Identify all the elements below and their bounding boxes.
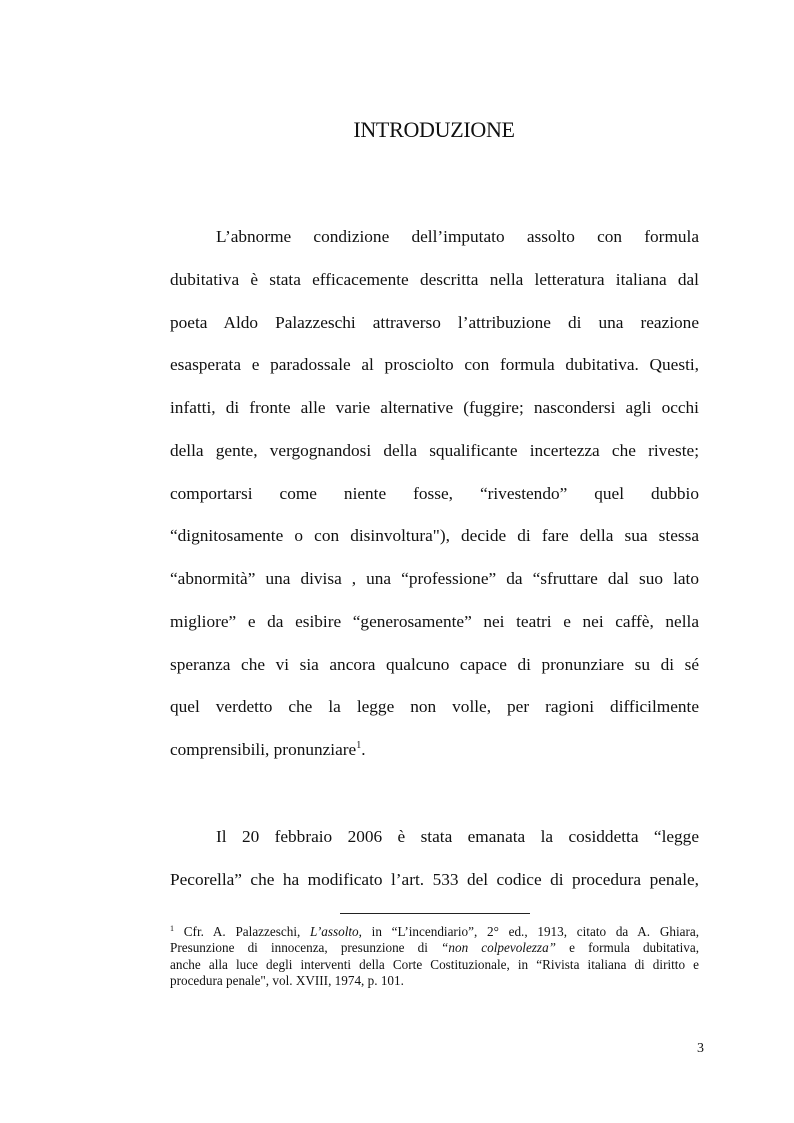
text-line: Pecorella” che ha modificato l’art. 533 del codice di procedura penale,: [170, 870, 699, 889]
text-line: della gente, vergognandosi della squalificante incertezza che riveste;: [170, 441, 699, 460]
footnote-marker: 1: [170, 924, 174, 933]
footnote-line: anche alla luce degli interventi della Corte Costituzionale, in “Rivista italiana di diritto e: [170, 957, 699, 972]
text-line: speranza che vi sia ancora qualcuno capace di pronunziare su di sé: [170, 655, 699, 674]
text-line: dubitativa è stata efficacemente descritta nella letteratura italiana dal: [170, 270, 699, 289]
text-line: infatti, di fronte alle varie alternative (fuggire; nascondersi agli occhi: [170, 398, 699, 417]
text-line: Il 20 febbraio 2006 è stata emanata la cosiddetta “legge: [216, 827, 699, 846]
text-line: “dignitosamente o con disinvoltura"), decide di fare della sua stessa: [170, 526, 699, 545]
footnote-work-title: L’assolto: [310, 924, 359, 939]
footnote-text: Cfr. A. Palazzeschi,: [183, 924, 311, 939]
page-title: INTRODUZIONE: [353, 117, 515, 142]
footnote-separator: [340, 913, 530, 914]
text-line: esasperata e paradossale al prosciolto con formula dubitativa. Questi,: [170, 355, 699, 374]
text-line-last: [170, 739, 699, 761]
page-number: 3: [697, 1041, 704, 1056]
text-line: comportarsi come niente fosse, “rivestendo” quel dubbio: [170, 484, 699, 503]
footnote-line: procedura penale", vol. XVIII, 1974, p. 101.: [170, 973, 404, 988]
footnote-line: [170, 940, 699, 956]
end-punctuation: .: [361, 740, 366, 759]
text-line: quel verdetto che la legge non volle, per ragioni difficilmente: [170, 697, 699, 716]
text-line: migliore” e da esibire “generosamente” nei teatri e nei caffè, nella: [170, 612, 699, 631]
footnote-text: , in “L’incendiario”, 2° ed., 1913, citato da A. Ghiara,: [358, 924, 700, 939]
footnote-italic-phrase: “non colpevolezza”: [441, 940, 556, 955]
footnote-line: [170, 924, 699, 940]
footnote-text: e formula dubitativa,: [556, 940, 699, 955]
text-line: L’abnorme condizione dell’imputato assolto con formula: [216, 227, 699, 246]
footnote-reference[interactable]: 1: [356, 740, 362, 751]
text-line: “abnormità” una divisa , una “professione” da “sfruttare dal suo lato: [170, 569, 699, 588]
text-line-content: comprensibili, pronunziare: [170, 740, 357, 759]
footnote-text: Presunzione di innocenza, presunzione di: [170, 940, 442, 955]
text-line: poeta Aldo Palazzeschi attraverso l’attribuzione di una reazione: [170, 313, 699, 332]
